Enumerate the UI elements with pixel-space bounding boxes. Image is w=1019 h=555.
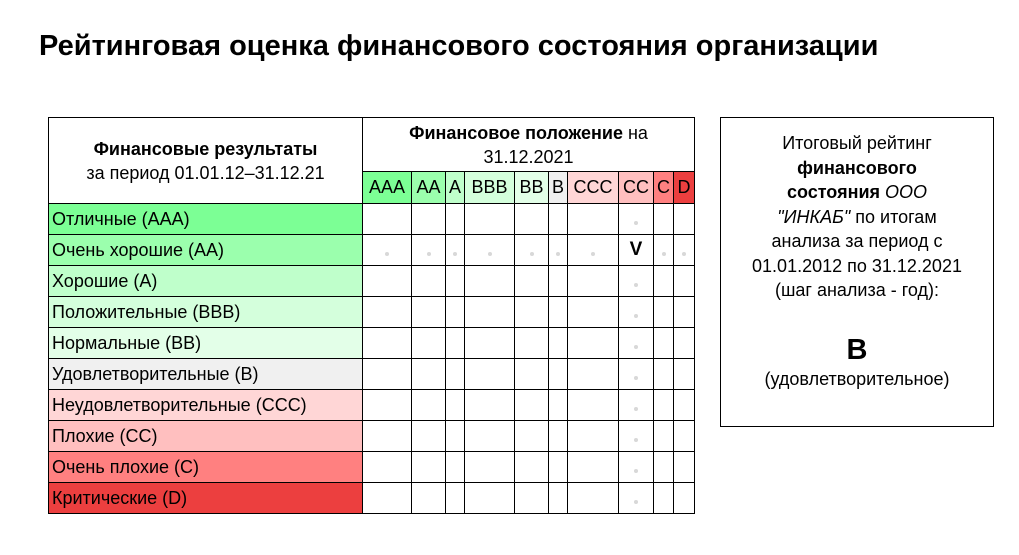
- matrix-cell: [654, 359, 674, 390]
- table-row: [49, 266, 695, 297]
- matrix-cell: [674, 328, 695, 359]
- rating-mark: V: [629, 239, 643, 260]
- matrix-cell: [515, 328, 549, 359]
- matrix-cell: [549, 452, 568, 483]
- matrix-cell: [465, 390, 515, 421]
- financial-position-on: на: [622, 122, 648, 143]
- matrix-cell: [619, 483, 654, 514]
- guide-dot: [530, 252, 534, 256]
- matrix-cell: [363, 328, 412, 359]
- matrix-cell: [363, 204, 412, 235]
- matrix-cell: [654, 204, 674, 235]
- matrix-cell: [674, 390, 695, 421]
- guide-dot: [682, 252, 686, 256]
- matrix-cell: [363, 421, 412, 452]
- matrix-cell: [412, 483, 446, 514]
- matrix-cell: [549, 390, 568, 421]
- matrix-cell: [619, 359, 654, 390]
- guide-dot: [634, 500, 638, 504]
- matrix-cell: [446, 359, 465, 390]
- summary-line-7: (шаг анализа - год):: [774, 280, 940, 300]
- column-header: CCC: [568, 172, 619, 204]
- matrix-cell: [654, 266, 674, 297]
- matrix-cell: [549, 297, 568, 328]
- final-rating-text: (удовлетворительное): [764, 368, 950, 389]
- guide-dot: [634, 407, 638, 411]
- matrix-cell: [619, 266, 654, 297]
- table-row: [49, 390, 695, 421]
- company-name: "ИНКАБ": [777, 206, 851, 227]
- matrix-cell: [465, 204, 515, 235]
- matrix-cell: [568, 452, 619, 483]
- summary-box: [720, 117, 994, 427]
- row-label: Неудовлетворительные (CCC): [49, 390, 363, 421]
- matrix-cell: [619, 421, 654, 452]
- matrix-cell: [619, 390, 654, 421]
- matrix-cell: [654, 421, 674, 452]
- financial-results-title: Финансовые результаты: [93, 138, 318, 159]
- summary-line-3: [721, 180, 993, 205]
- table-row: [49, 483, 695, 514]
- row-label: Плохие (CC): [49, 421, 363, 452]
- summary-line-5: анализа за период с: [771, 231, 943, 251]
- financial-results-header: [49, 118, 363, 204]
- matrix-cell: [654, 452, 674, 483]
- matrix-cell: [446, 204, 465, 235]
- column-header: D: [674, 172, 695, 204]
- column-header: BB: [515, 172, 549, 204]
- column-header: BBB: [465, 172, 515, 204]
- financial-position-header: [363, 118, 695, 172]
- guide-dot: [662, 252, 666, 256]
- matrix-cell: [465, 297, 515, 328]
- matrix-cell: [619, 297, 654, 328]
- summary-line-4-normal: по итогам: [850, 206, 937, 227]
- row-label: Положительные (BBB): [49, 297, 363, 328]
- matrix-cell: [363, 359, 412, 390]
- matrix-cell: [674, 266, 695, 297]
- matrix-cell: [674, 204, 695, 235]
- matrix-cell: [619, 328, 654, 359]
- table-row: [49, 421, 695, 452]
- row-label: Нормальные (BB): [49, 328, 363, 359]
- matrix-cell: [549, 204, 568, 235]
- row-label: Хорошие (A): [49, 266, 363, 297]
- guide-dot: [634, 283, 638, 287]
- guide-dot: [634, 438, 638, 442]
- matrix-cell: [568, 359, 619, 390]
- matrix-cell: [654, 483, 674, 514]
- row-label: Удовлетворительные (B): [49, 359, 363, 390]
- matrix-cell: [549, 328, 568, 359]
- guide-dot: [453, 252, 457, 256]
- matrix-cell: [674, 421, 695, 452]
- matrix-cell: [674, 235, 695, 266]
- matrix-cell: [568, 266, 619, 297]
- matrix-cell: [412, 235, 446, 266]
- matrix-cell: [465, 235, 515, 266]
- matrix-cell: [568, 328, 619, 359]
- matrix-cell: [549, 235, 568, 266]
- matrix-cell: [412, 421, 446, 452]
- matrix-cell: [446, 297, 465, 328]
- matrix-cell: [412, 359, 446, 390]
- row-label: Очень хорошие (AA): [49, 235, 363, 266]
- guide-dot: [634, 345, 638, 349]
- matrix-cell: [549, 359, 568, 390]
- matrix-cell: [446, 421, 465, 452]
- guide-dot: [556, 252, 560, 256]
- column-header: CC: [619, 172, 654, 204]
- matrix-cell: [568, 235, 619, 266]
- matrix-cell: [465, 266, 515, 297]
- matrix-cell: [568, 421, 619, 452]
- table-row: [49, 204, 695, 235]
- matrix-cell: [465, 359, 515, 390]
- matrix-cell: [412, 204, 446, 235]
- matrix-cell: [446, 328, 465, 359]
- matrix-cell: [412, 390, 446, 421]
- matrix-cell: [515, 421, 549, 452]
- financial-results-period: за период 01.01.12–31.12.21: [86, 162, 325, 183]
- matrix-cell: [549, 266, 568, 297]
- matrix-cell: [619, 235, 654, 266]
- summary-line-6: 01.01.2012 по 31.12.2021: [752, 255, 962, 276]
- matrix-cell: [412, 328, 446, 359]
- matrix-cell: [446, 390, 465, 421]
- matrix-cell: [568, 297, 619, 328]
- matrix-cell: [363, 235, 412, 266]
- guide-dot: [488, 252, 492, 256]
- guide-dot: [634, 469, 638, 473]
- matrix-cell: [465, 483, 515, 514]
- summary-line-2: финансового: [797, 157, 917, 178]
- matrix-cell: [654, 390, 674, 421]
- matrix-cell: [446, 483, 465, 514]
- matrix-cell: [568, 390, 619, 421]
- summary-line-3-bold: состояния: [786, 182, 881, 202]
- matrix-cell: [549, 483, 568, 514]
- matrix-cell: [515, 235, 549, 266]
- matrix-cell: [363, 266, 412, 297]
- matrix-cell: [674, 297, 695, 328]
- financial-position-date: 31.12.2021: [483, 146, 574, 167]
- matrix-cell: [515, 359, 549, 390]
- matrix-cell: [654, 328, 674, 359]
- column-header: B: [549, 172, 568, 204]
- matrix-cell: [465, 452, 515, 483]
- column-header: C: [654, 172, 674, 204]
- matrix-cell: [363, 297, 412, 328]
- matrix-cell: [568, 483, 619, 514]
- guide-dot: [634, 221, 638, 225]
- table-row: [49, 235, 695, 266]
- matrix-cell: [654, 235, 674, 266]
- matrix-cell: [465, 421, 515, 452]
- matrix-cell: [446, 235, 465, 266]
- summary-line-3-italic: ООО: [880, 182, 928, 202]
- matrix-cell: [412, 297, 446, 328]
- column-header: AA: [412, 172, 446, 204]
- guide-dot: [634, 314, 638, 318]
- table-row: [49, 328, 695, 359]
- column-header: A: [446, 172, 465, 204]
- summary-line-1: Итоговый рейтинг: [782, 133, 932, 153]
- matrix-cell: [465, 328, 515, 359]
- matrix-cell: [412, 452, 446, 483]
- matrix-cell: [674, 359, 695, 390]
- matrix-cell: [515, 483, 549, 514]
- matrix-cell: [549, 421, 568, 452]
- matrix-cell: [363, 452, 412, 483]
- guide-dot: [634, 376, 638, 380]
- matrix-cell: [674, 452, 695, 483]
- table-row: [49, 359, 695, 390]
- matrix-cell: [515, 452, 549, 483]
- row-label: Очень плохие (C): [49, 452, 363, 483]
- table-row: [49, 297, 695, 328]
- guide-dot: [591, 252, 595, 256]
- financial-position-title: Финансовое положение: [409, 122, 623, 143]
- matrix-cell: [515, 204, 549, 235]
- final-rating: B: [846, 333, 868, 366]
- summary-line-4: [721, 205, 993, 230]
- column-header: AAA: [363, 172, 412, 204]
- rating-matrix: [48, 117, 695, 514]
- matrix-cell: [515, 297, 549, 328]
- matrix-cell: [412, 266, 446, 297]
- matrix-cell: [446, 266, 465, 297]
- matrix-cell: [515, 390, 549, 421]
- matrix-cell: [568, 204, 619, 235]
- row-label: Критические (D): [49, 483, 363, 514]
- row-label: Отличные (AAA): [49, 204, 363, 235]
- matrix-cell: [654, 297, 674, 328]
- guide-dot: [385, 252, 389, 256]
- guide-dot: [427, 252, 431, 256]
- matrix-cell: [363, 390, 412, 421]
- matrix-cell: [619, 452, 654, 483]
- table-row: [49, 452, 695, 483]
- matrix-cell: [446, 452, 465, 483]
- matrix-cell: [674, 483, 695, 514]
- page-title: Рейтинговая оценка финансового состояния организации: [39, 30, 879, 62]
- matrix-cell: [619, 204, 654, 235]
- matrix-cell: [363, 483, 412, 514]
- matrix-cell: [515, 266, 549, 297]
